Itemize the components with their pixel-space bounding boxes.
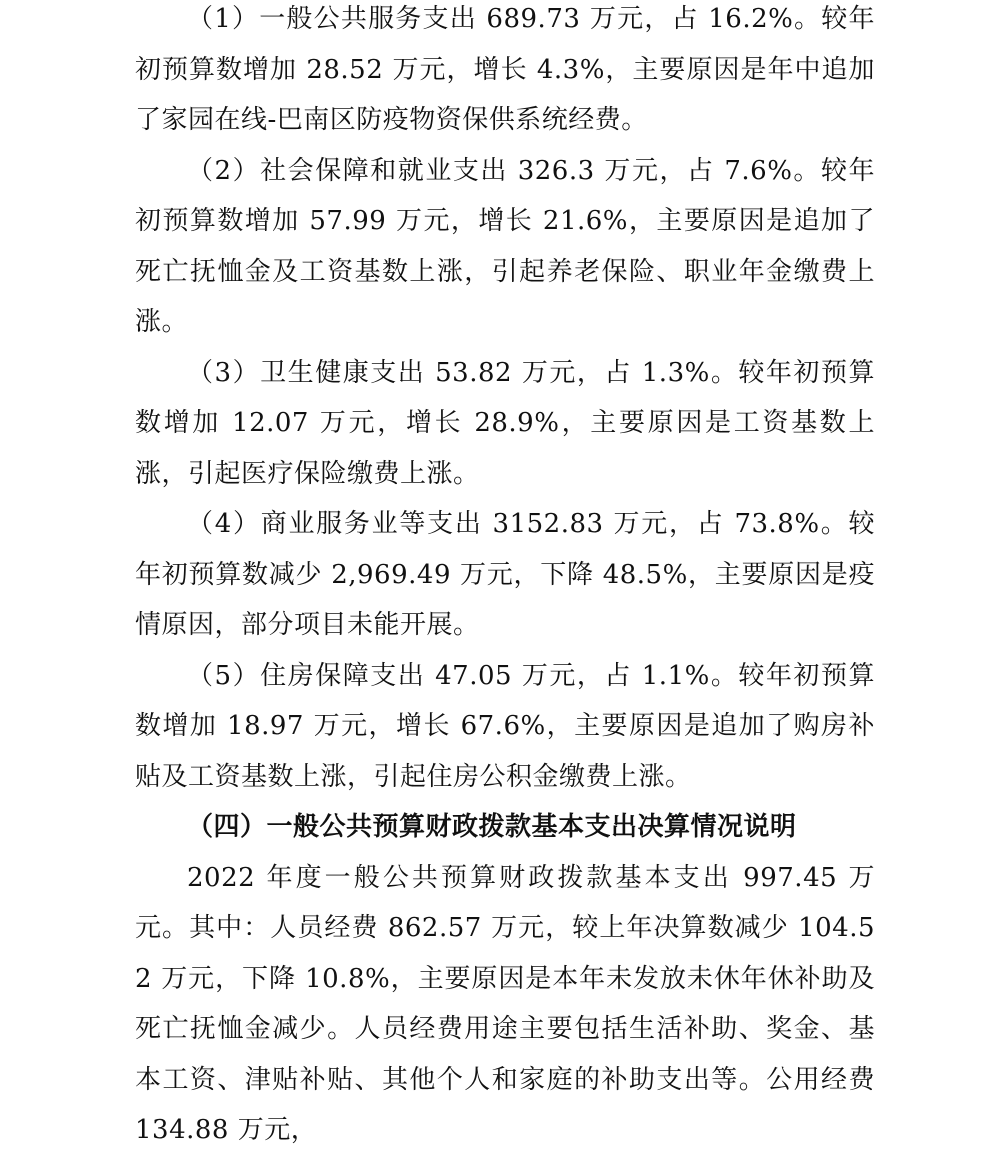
section-heading: （四）一般公共预算财政拨款基本支出决算情况说明 — [187, 812, 797, 842]
paragraph-general-public-services: （1）一般公共服务支出 689.73 万元，占 16.2%。较年初预算数增加 28.52 万元，增长 4.3%，主要原因是年中追加了家园在线-巴南区防疫物资保供系统经费。 — [135, 4, 875, 135]
paragraph-commerce-services: （4）商业服务业等支出 3152.83 万元，占 73.8%。较年初预算数减少 2,969.49 万元，下降 48.5%，主要原因是疫情原因，部分项目未能开展。 — [135, 509, 875, 640]
paragraph-social-security: （2）社会保障和就业支出 326.3 万元，占 7.6%。较年初预算数增加 57.99 万元，增长 21.6%，主要原因是追加了死亡抚恤金及工资基数上涨，引起养老保险、职业年金缴费上涨。 — [135, 155, 875, 337]
paragraph-health: （3）卫生健康支出 53.82 万元，占 1.3%。较年初预算数增加 12.07 万元，增长 28.9%，主要原因是工资基数上涨，引起医疗保险缴费上涨。 — [135, 357, 875, 489]
paragraph-housing: （5）住房保障支出 47.05 万元，占 1.1%。较年初预算数增加 18.97 万元，增长 67.6%，主要原因是追加了购房补贴及工资基数上涨，引起住房公积金缴费上涨。 — [135, 660, 875, 792]
paragraph-basic-expenditure: 2022 年度一般公共预算财政拨款基本支出 997.45 万元。其中：人员经费 862.57 万元，较上年决算数减少 104.52 万元，下降 10.8%，主要原因是本年未发放未休年休补助及死亡抚恤金减少。人员经费用途主要包括生活补助、奖金、基本工资、津贴补贴、其他个人和家庭的补助支出等。公用经费 134.88 万元， — [135, 862, 875, 1145]
document-page — [135, 0, 875, 1156]
